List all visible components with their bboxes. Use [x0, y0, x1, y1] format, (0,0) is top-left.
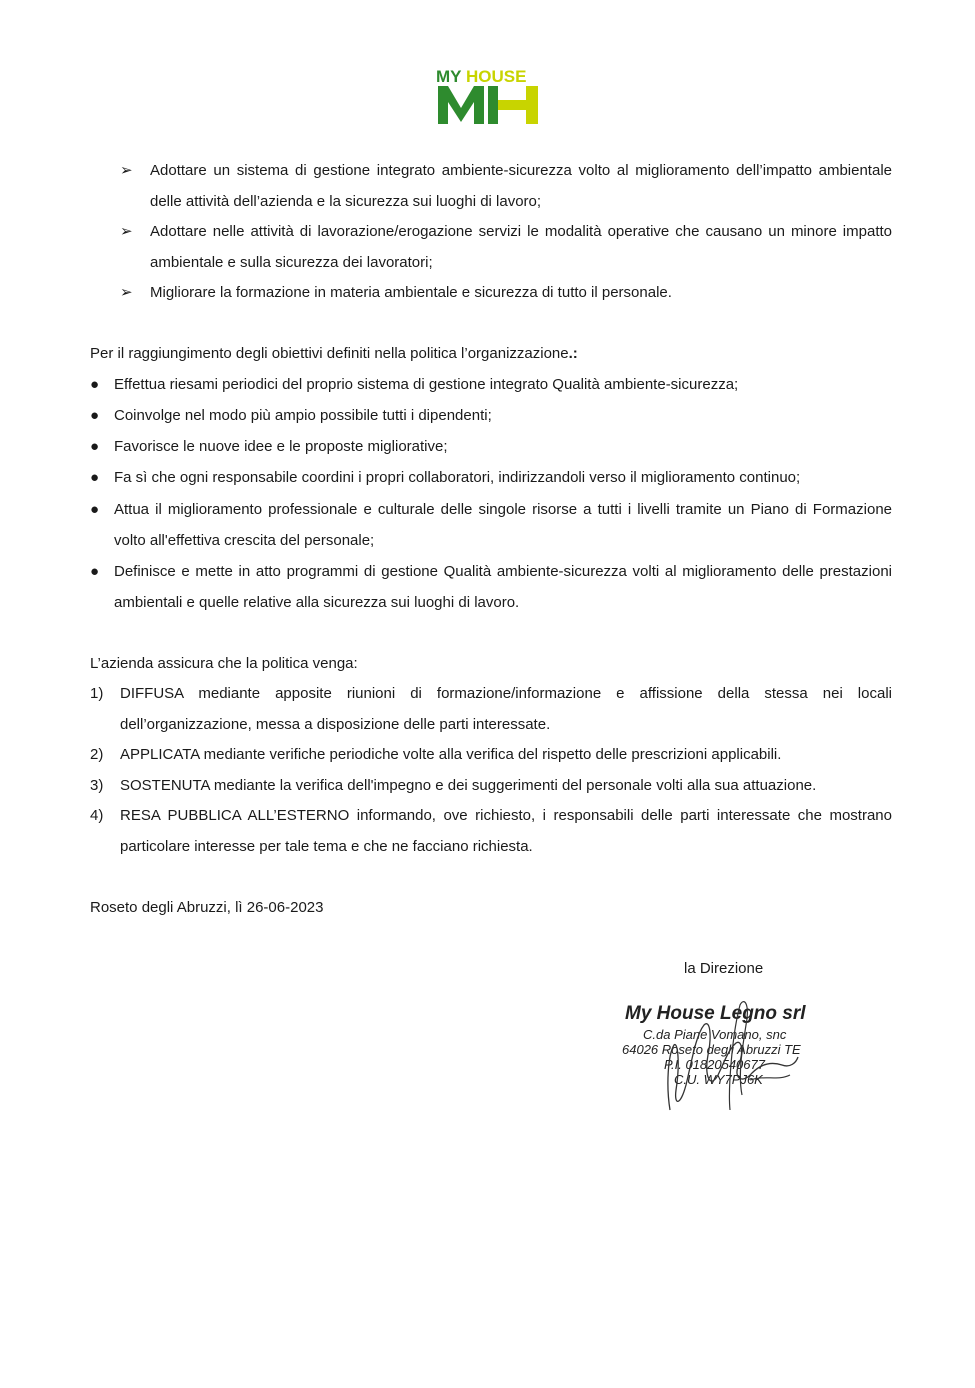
company-logo: [436, 66, 542, 126]
numbered-item-1-line-1: DIFFUSA mediante apposite riunioni di formazione/informazione e affissione della stessa nei locali: [120, 685, 892, 702]
bullet-item-4: Fa sì che ogni responsabile coordini i propri collaboratori, indirizzandoli verso il miglioramento continuo;: [114, 469, 801, 486]
bullet-item-5-line-2: volto all'effettiva crescita del personale;: [114, 532, 375, 549]
signature-scribble: [600, 995, 840, 1120]
arrow-bullet-icon: ➢: [120, 162, 133, 179]
numbered-item-4-line-1: RESA PUBBLICA ALL’ESTERNO informando, ove richiesto, i responsabili delle parti interessate che mostrano: [120, 807, 892, 824]
logo-m-shape: [438, 86, 484, 124]
intro-paragraph: [90, 344, 578, 364]
number-label: 2): [90, 746, 104, 763]
bullet-item-6-line-1: Definisce e mette in atto programmi di gestione Qualità ambiente-sicurezza volti al miglioramento delle prestazioni: [114, 563, 892, 580]
bullet-icon: ●: [90, 376, 100, 393]
arrow-item-3-line-1: Migliorare la formazione in materia ambientale e sicurezza di tutto il personale.: [150, 284, 672, 301]
bullet-icon: ●: [90, 501, 100, 518]
arrow-item-1-line-1: Adottare un sistema di gestione integrato ambiente-sicurezza volto al miglioramento dell’impatto ambientale: [150, 162, 892, 179]
intro-end: .:: [568, 345, 578, 362]
company-stamp: [600, 995, 840, 1120]
numbered-item-2: APPLICATA mediante verifiche periodiche volte alla verifica del rispetto delle prescrizioni applicabili.: [120, 746, 782, 763]
number-label: 4): [90, 807, 104, 824]
stamp-company: My House Legno srl: [625, 1003, 806, 1024]
place-date: Roseto degli Abruzzi, lì 26-06-2023: [90, 899, 324, 916]
assure-intro: L’azienda assicura che la politica venga:: [90, 655, 358, 672]
bullet-item-6-line-2: ambientali e quelle relative alla sicurezza sui luoghi di lavoro.: [114, 594, 520, 611]
stamp-line-2: 64026 Roseto degli Abruzzi TE: [622, 1042, 801, 1057]
numbered-item-4-line-2: particolare interesse per tale tema e che ne facciano richiesta.: [120, 838, 533, 855]
number-label: 3): [90, 777, 104, 794]
stamp-line-4: C.U. WY7PJ6K: [674, 1072, 763, 1087]
logo-house: HOUSE: [466, 67, 527, 86]
bullet-item-5-line-1: Attua il miglioramento professionale e culturale delle singole risorse a tutti i livelli tramite un Piano di Formazione: [114, 501, 892, 518]
arrow-item-2-line-2: ambientale e sulla sicurezza dei lavoratori;: [150, 254, 433, 271]
logo-my: MY: [436, 67, 462, 86]
arrow-item-1-line-2: delle attività dell’azienda e la sicurezza sui luoghi di lavoro;: [150, 193, 542, 210]
bullet-icon: ●: [90, 563, 100, 580]
numbered-item-3: SOSTENUTA mediante la verifica dell'impegno e dei suggerimenti del personale volti alla sua attuazione.: [120, 777, 817, 794]
numbered-item-1-line-2: dell’organizzazione, messa a disposizione delle parti interessate.: [120, 716, 551, 733]
bullet-item-2: Coinvolge nel modo più ampio possibile tutti i dipendenti;: [114, 407, 492, 424]
bullet-item-1: Effettua riesami periodici del proprio sistema di gestione integrato Qualità ambiente-sicurezza;: [114, 376, 739, 393]
stamp-line-3: P.I. 01820540677: [664, 1057, 765, 1072]
arrow-bullet-icon: ➢: [120, 223, 133, 240]
stamp-line-1: C.da Piane Vomano, snc: [643, 1027, 787, 1042]
bullet-icon: ●: [90, 407, 100, 424]
bullet-item-3: Favorisce le nuove idee e le proposte migliorative;: [114, 438, 448, 455]
bullet-icon: ●: [90, 438, 100, 455]
number-label: 1): [90, 685, 104, 702]
arrow-item-2-line-1: Adottare nelle attività di lavorazione/erogazione servizi le modalità operative che causano un minore impatto: [150, 223, 892, 240]
intro-text: Per il raggiungimento degli obiettivi definiti nella politica l’organizzazione: [90, 345, 569, 362]
arrow-bullet-icon: ➢: [120, 284, 133, 301]
bullet-icon: ●: [90, 469, 100, 486]
direction-label: la Direzione: [684, 960, 764, 977]
